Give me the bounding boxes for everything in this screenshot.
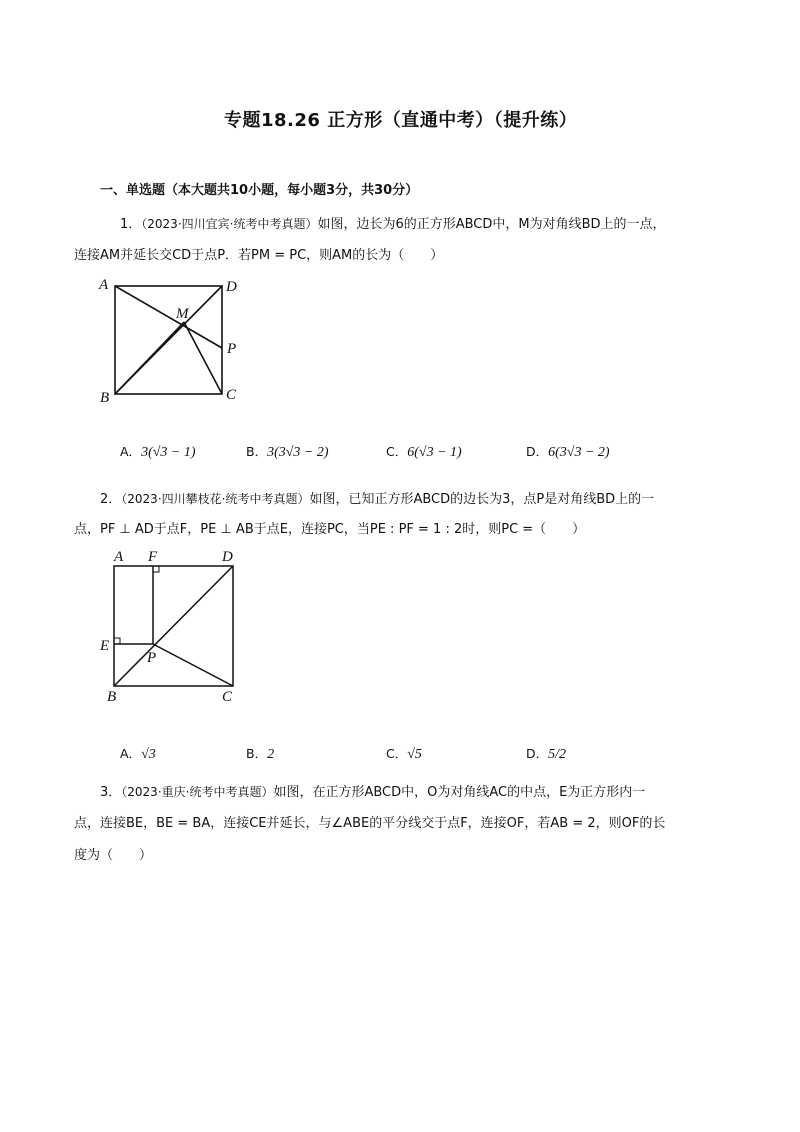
q2-label-p: P: [147, 650, 157, 666]
q1-option-b-value: 3(3√3 − 2): [267, 445, 329, 460]
question-2-number: 2．: [100, 492, 122, 507]
q2-option-d[interactable]: [526, 744, 566, 763]
q2-option-b-label: B．: [246, 746, 268, 761]
question-3-line-1: [100, 782, 645, 803]
q2-label-b: B: [107, 689, 117, 705]
q2-label-c: C: [222, 689, 233, 705]
section-heading: 一、单选题（本大题共10小题，每小题3分，共30分）: [100, 183, 419, 198]
q2-option-a[interactable]: [120, 744, 156, 763]
question-3-source: （2023·重庆·统考中考真题）: [121, 785, 274, 799]
q1-option-d-label: D．: [526, 444, 549, 459]
question-1-text-1: 如图，边长为6的正方形ABCD中，M为对角线BD上的一点，: [317, 217, 666, 232]
question-3-number: 3．: [100, 785, 122, 800]
question-1-number: 1．: [120, 217, 142, 232]
question-1-figure: [90, 272, 260, 412]
question-2-figure: [95, 545, 255, 705]
q1-label-a: A: [99, 277, 109, 293]
q2-option-b-value: 2: [267, 747, 275, 762]
q1-option-b[interactable]: [246, 442, 329, 461]
q2-option-c[interactable]: [386, 744, 422, 763]
question-1-line-1: [120, 214, 666, 235]
question-3-text-1: 如图，在正方形ABCD中，O为对角线AC的中点，E为正方形内一: [273, 785, 646, 800]
q1-option-d-value: 6(3√3 − 2): [548, 445, 610, 460]
question-3-line-2: 点，连接BE，BE = BA，连接CE并延长，与∠ABE的平分线交于点F，连接OF，若AB = 2，则OF的长: [74, 816, 666, 831]
q1-option-a[interactable]: [120, 442, 196, 461]
q2-label-d: D: [222, 549, 233, 565]
question-1-line-2: 连接AM并延长交CD于点P．若PM = PC，则AM的长为（ ）: [74, 248, 444, 263]
q1-label-m: M: [176, 306, 189, 322]
q2-label-f: F: [148, 549, 158, 565]
question-3-line-3: 度为（ ）: [74, 848, 153, 863]
q1-option-c-label: C．: [386, 444, 408, 459]
q2-label-e: E: [100, 638, 110, 654]
q1-option-c-value: 6(√3 − 1): [407, 445, 462, 460]
q1-option-c[interactable]: [386, 442, 462, 461]
q2-option-c-label: C．: [386, 746, 408, 761]
question-2-line-1: [100, 489, 654, 510]
question-2-line-2: 点，PF ⊥ AD于点F，PE ⊥ AB于点E，连接PC，当PE : PF = 1 : 2时，则PC =（ ）: [74, 522, 586, 537]
q2-option-d-value: 5/2: [548, 747, 567, 762]
q1-option-b-label: B．: [246, 444, 268, 459]
q1-option-d[interactable]: [526, 442, 610, 461]
question-2-text-1: 如图，已知正方形ABCD的边长为3，点P是对角线BD上的一: [309, 492, 655, 507]
q1-option-a-label: A．: [120, 444, 142, 459]
question-2-source: （2023·四川攀枝花·统考中考真题）: [121, 492, 310, 506]
q1-label-p: P: [227, 341, 237, 357]
q2-option-d-label: D．: [526, 746, 549, 761]
q1-option-a-value: 3(√3 − 1): [141, 445, 196, 460]
q1-label-c: C: [226, 387, 237, 403]
q1-label-d: D: [226, 279, 237, 295]
page-title: 专题18.26 正方形（直通中考）（提升练）: [224, 110, 578, 131]
question-1-source: （2023·四川宜宾·统考中考真题）: [141, 217, 318, 231]
q1-label-b: B: [100, 390, 110, 406]
q2-option-c-value: √5: [407, 747, 422, 762]
q2-option-a-value: √3: [141, 747, 156, 762]
q2-label-a: A: [114, 549, 124, 565]
q2-option-b[interactable]: [246, 744, 274, 763]
q2-option-a-label: A．: [120, 746, 142, 761]
